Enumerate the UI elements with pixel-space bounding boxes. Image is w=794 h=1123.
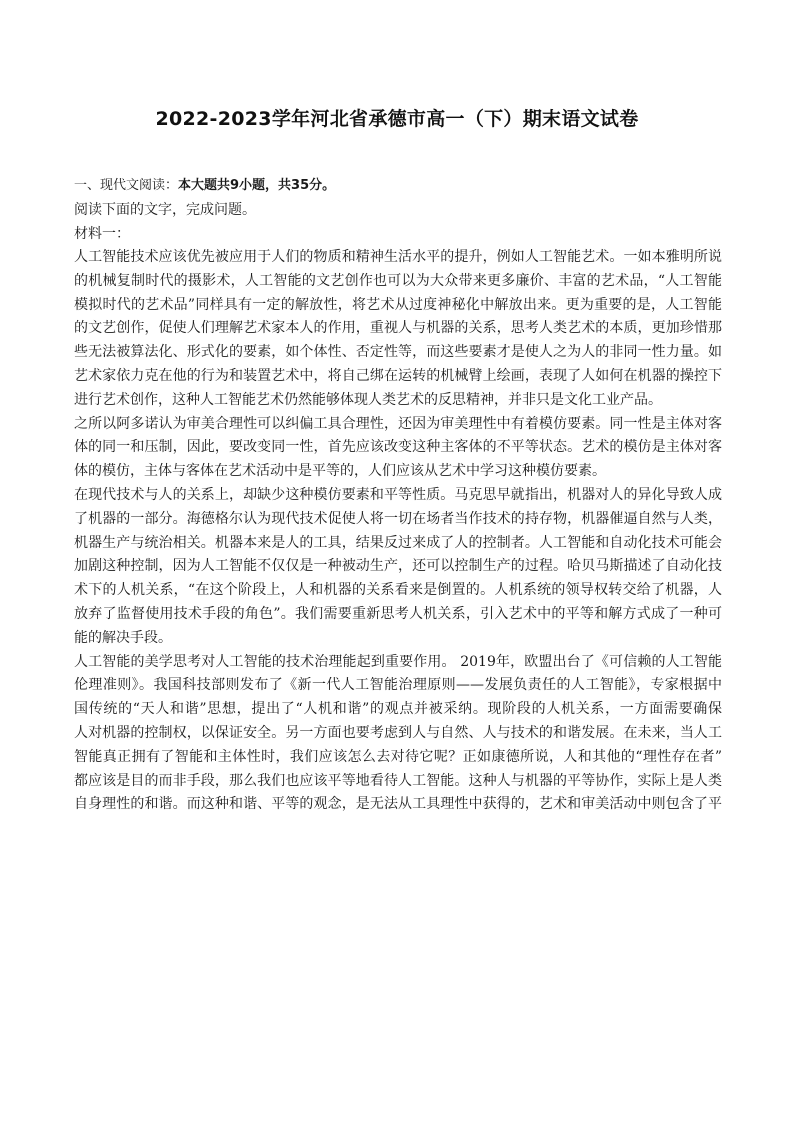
paragraph-line: 人工智能技术应该优先被应用于人们的物质和精神生活水平的提升，例如人工智能艺术。一如本雅明所说: [74, 249, 722, 265]
page-title: 2022-2023学年河北省承德市高一（下）期末语文试卷: [155, 108, 639, 130]
paragraph-line: 自身理性的和谐。而这种和谐、平等的观念，是无法从工具理性中获得的，艺术和审美活动中则包含了平: [74, 796, 722, 813]
paragraph-line: 智能真正拥有了智能和主体性时，我们应该怎么去对待它呢？正如康德所说，人和其他的“理性存在者”: [74, 748, 722, 765]
paragraph-line: 模拟时代的艺术品”同样具有一定的解放性，将艺术从过度神秘化中解放出来。更为重要的是，人工智能: [74, 296, 722, 313]
paragraph: [74, 651, 722, 818]
paragraph-line: 人对机器的控制权，以保证安全。另一方面也要考虑到人与自然、人与技术的和谐发展。在未来，当人工: [74, 724, 722, 741]
paragraph: [74, 413, 722, 484]
section-heading: [74, 174, 722, 198]
paragraph-line: 机器生产与统治相关。机器本来是人的工具，结果反过来成了人的控制者。人工智能和自动化技术可能会: [74, 534, 722, 551]
document-body: [74, 174, 722, 817]
paragraph-line: 之所以阿多诺认为审美合理性可以纠偏工具合理性，还因为审美理性中有着模仿要素。同一性是主体对客: [74, 415, 722, 432]
paragraph-line: 的文艺创作，促使人们理解艺术家本人的作用，重视人与机器的关系，思考人类艺术的本质，更加珍惜那: [74, 320, 722, 337]
section-info: 本大题共9小题，共35分。: [178, 178, 336, 193]
paragraph-line: 艺术家依力克在他的行为和装置艺术中，将自己绑在运转的机械臂上绘画，表现了人如何在机器的操控下: [74, 367, 722, 384]
paragraph-line: 都应该是目的而非手段，那么我们也应该平等地看待人工智能。这种人与机器的平等协作，实际上是人类: [74, 772, 722, 789]
paragraph-list: [74, 246, 722, 817]
paragraph-line: 伦理准则》。我国科技部则发布了《新一代人工智能治理原则——发展负责任的人工智能》，专家根据中: [74, 677, 722, 694]
material-label: 材料一：: [74, 226, 130, 242]
paragraph-line: 人工智能的美学思考对人工智能的技术治理能起到重要作用。 2019年，欧盟出台了《可信赖的人工智能: [74, 653, 722, 670]
paragraph-line: 加剧这种控制，因为人工智能不仅仅是一种被动生产，还可以控制生产的过程。哈贝马斯描述了自动化技: [74, 558, 722, 575]
section-prefix: 一、现代文阅读：: [74, 178, 179, 193]
paragraph-line: 能的解决手段。: [74, 629, 172, 646]
paragraph-line: 国传统的“天人和谐”思想，提出了“人机和谐”的观点并被采纳。现阶段的人机关系，一方面需要确保: [74, 701, 722, 718]
paragraph-line: 体的模仿，主体与客体在艺术活动中是平等的，人们应该从艺术中学习这种模仿要素。: [74, 463, 606, 480]
paragraph-line: 些无法被算法化、形式化的要素，如个体性、否定性等，而这些要素才是使人之为人的非同一性力量。如: [74, 344, 722, 361]
paragraph-line: 了机器的一部分。海德格尔认为现代技术促使人将一切在场者当作技术的持存物，机器催逼自然与人类，: [74, 510, 722, 527]
paragraph: [74, 246, 722, 413]
paragraph-line: 进行艺术创作，这种人工智能艺术仍然能够体现人类艺术的反思精神，并非只是文化工业产品。: [74, 391, 662, 408]
paragraph: [74, 484, 722, 651]
paragraph-line: 体的同一和压制，因此，要改变同一性，首先应该改变这种主客体的不平等状态。艺术的模仿是主体对客: [74, 439, 722, 456]
paragraph-line: 在现代技术与人的关系上，却缺少这种模仿要素和平等性质。马克思早就指出，机器对人的异化导致人成: [74, 486, 722, 503]
paragraph-line: 的机械复制时代的摄影术，人工智能的文艺创作也可以为大众带来更多廉价、丰富的艺术品，“人工智能: [74, 272, 722, 289]
paragraph-line: 放弃了监督使用技术手段的角色”。我们需要重新思考人机关系，引入艺术中的平等和解方式成了一种可: [74, 605, 722, 622]
paragraph-line: 术下的人机关系，“在这个阶段上，人和机器的关系看来是倒置的。人机系统的领导权转交给了机器，人: [74, 582, 722, 599]
instruction-text: 阅读下面的文字，完成问题。: [74, 202, 256, 218]
